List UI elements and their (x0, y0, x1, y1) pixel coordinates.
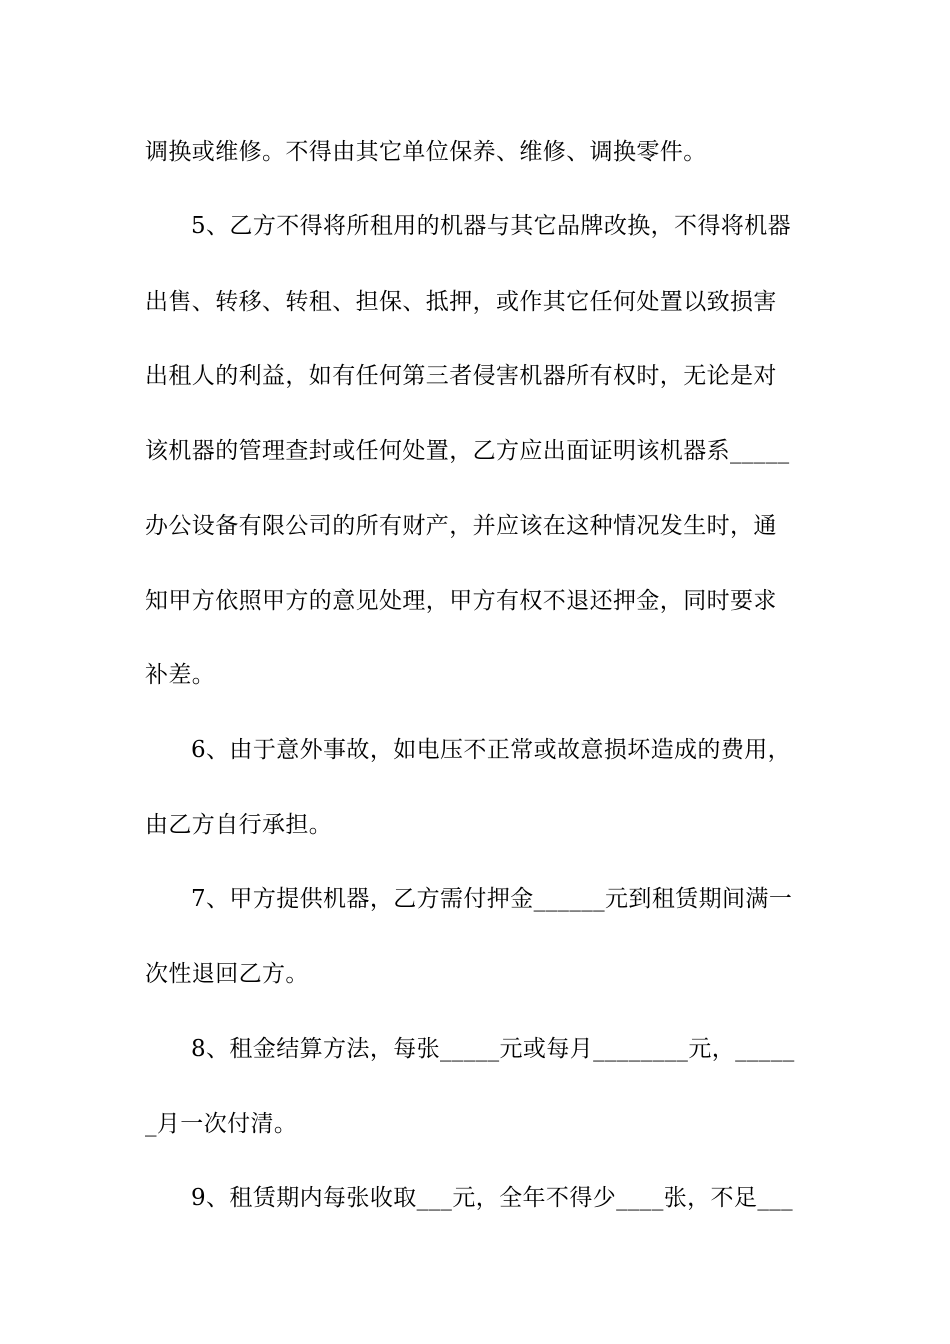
clause-7-line: 7、甲方提供机器，乙方需付押金______元到租赁期间满一 (191, 886, 793, 912)
text-line: 出售、转移、转租、担保、抵押，或作其它任何处置以致损害 (145, 289, 777, 315)
text-line: 该机器的管理查封或任何处置，乙方应出面证明该机器系_____ (145, 438, 790, 464)
text-line: 调换或维修。不得由其它单位保养、维修、调换零件。 (145, 139, 707, 165)
text-line: 知甲方依照甲方的意见处理，甲方有权不退还押金，同时要求 (145, 588, 777, 614)
text-line: _月一次付清。 (145, 1111, 298, 1137)
text-line: 次性退回乙方。 (145, 961, 309, 987)
clause-5-line: 5、乙方不得将所租用的机器与其它品牌改换，不得将机器 (191, 213, 792, 239)
clause-9-line: 9、租赁期内每张收取___元，全年不得少____张，不足___ (191, 1185, 794, 1211)
clause-6-line: 6、由于意外事故，如电压不正常或故意损坏造成的费用， (191, 737, 792, 763)
clause-8-line: 8、租金结算方法，每张_____元或每月________元，_____ (191, 1036, 795, 1062)
text-line: 由乙方自行承担。 (145, 812, 333, 838)
text-line: 出租人的利益，如有任何第三者侵害机器所有权时，无论是对 (145, 363, 777, 389)
text-line: 补差。 (145, 662, 216, 688)
text-line: 办公设备有限公司的所有财产，并应该在这种情况发生时，通 (145, 513, 777, 539)
